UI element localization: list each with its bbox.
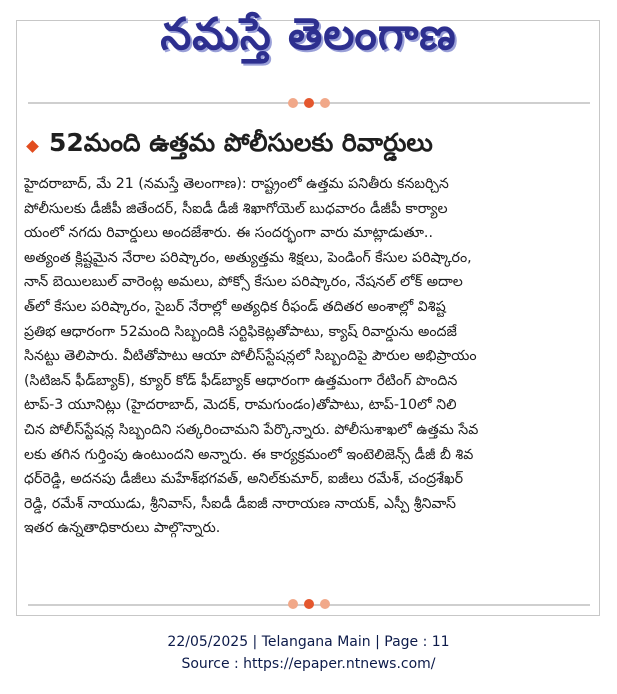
article-line: సినట్టు తెలిపారు. వీటితోపాటు ఆయా పోలీస్‌స్టేషన్లలో సిబ్బందిపై పౌరుల అభిప్రాయం: [24, 348, 477, 365]
article-line: ధర్‌రెడ్డి, అదనపు డీజీలు మహేశ్‌భగవత్, అనిల్‌కుమార్, ఐజీలు రమేశ్, చంద్రశేఖర్: [24, 471, 464, 488]
headline-row: [22, 124, 594, 168]
bottom-divider-ornament: [281, 598, 337, 610]
edition-info: 22/05/2025 | Telangana Main | Page : 11: [167, 634, 450, 650]
ornament-dot: [320, 98, 330, 108]
article-line: టాప్-3 యూనిట్లు (హైదరాబాద్, మెదక్, రామగుండం)తోపాటు, టాప్-10లో నిలి: [24, 397, 457, 414]
article-line: ప్రతిభ ఆధారంగా 52మంది సిబ్బందికి సర్టిఫికెట్లతోపాటు, క్యాష్ రివార్డును అందజే: [24, 323, 457, 340]
top-divider-ornament: [281, 97, 337, 109]
source-link[interactable]: Source : https://epaper.ntnews.com/: [181, 656, 436, 672]
newspaper-logo: నమస్తే తెలంగాణ: [160, 9, 457, 60]
article-line: చిన పోలీస్‌స్టేషన్ల సిబ్బందిని సత్కరించామని పేర్కొన్నారు. పోలీసుశాఖలో ఉత్తమ సేవ: [24, 421, 479, 438]
ornament-dot: [304, 599, 314, 609]
article-line: పోలీసులకు డీజీపీ జితేందర్, సీఐడీ డీజీ శిఖాగోయెల్ బుధవారం డీజీపీ కార్యాల: [24, 200, 448, 217]
article-line: త్‌లో కేసుల పరిష్కారం, సైబర్ నేరాల్లో అత్యధిక రీఫండ్ తదితర అంశాల్లో విశిష్ట: [24, 298, 446, 315]
ornament-dot: [304, 98, 314, 108]
article-headline: 52మంది ఉత్తమ పోలీసులకు రివార్డులు: [49, 128, 433, 157]
article-line: (సిటిజన్ ఫీడ్‌బ్యాక్), క్యూర్ కోడ్ ఫీడ్‌బ్యాక్ ఆధారంగా ఉత్తమంగా రేటింగ్ పొందిన: [24, 372, 458, 389]
article-line: లకు తగిన గుర్తింపు ఉంటుందని అన్నారు. ఈ కార్యక్రమంలో ఇంటెలిజెన్స్ డీజీ బీ శివ: [24, 446, 474, 463]
ornament-dot: [288, 98, 298, 108]
article-line: అత్యంత క్లిష్టమైన నేరాల పరిష్కారం, అత్యుత్తమ శిక్షలు, పెండింగ్ కేసుల పరిష్కారం,: [24, 249, 472, 266]
article-line: యంలో నగదు రివార్డులు అందజేశారు. ఈ సందర్భంగా వారు మాట్లాడుతూ..: [24, 225, 433, 242]
article-body: [24, 172, 590, 597]
article-line: ఇతర ఉన్నతాధికారులు పాల్గొన్నారు.: [24, 520, 221, 537]
diamond-bullet-icon: [26, 140, 39, 153]
ornament-dot: [320, 599, 330, 609]
article-line: హైదరాబాద్, మే 21 (నమస్తే తెలంగాణ): రాష్ట్రంలో ఉత్తమ పనితీరు కనబర్చిన: [24, 176, 449, 192]
article-line: నాన్ బెయిలబుల్ వారెంట్ల అమలు, పోక్సో కేసుల పరిష్కారం, నేషనల్ లోక్ అదాల: [24, 274, 463, 291]
ornament-dot: [288, 599, 298, 609]
article-line: రెడ్డి, రమేశ్ నాయుడు, శ్రీనివాస్, సీఐడీ డీఐజీ నారాయణ నాయక్, ఎస్పీ శ్రీనివాస్: [24, 495, 456, 512]
masthead: [0, 4, 617, 76]
